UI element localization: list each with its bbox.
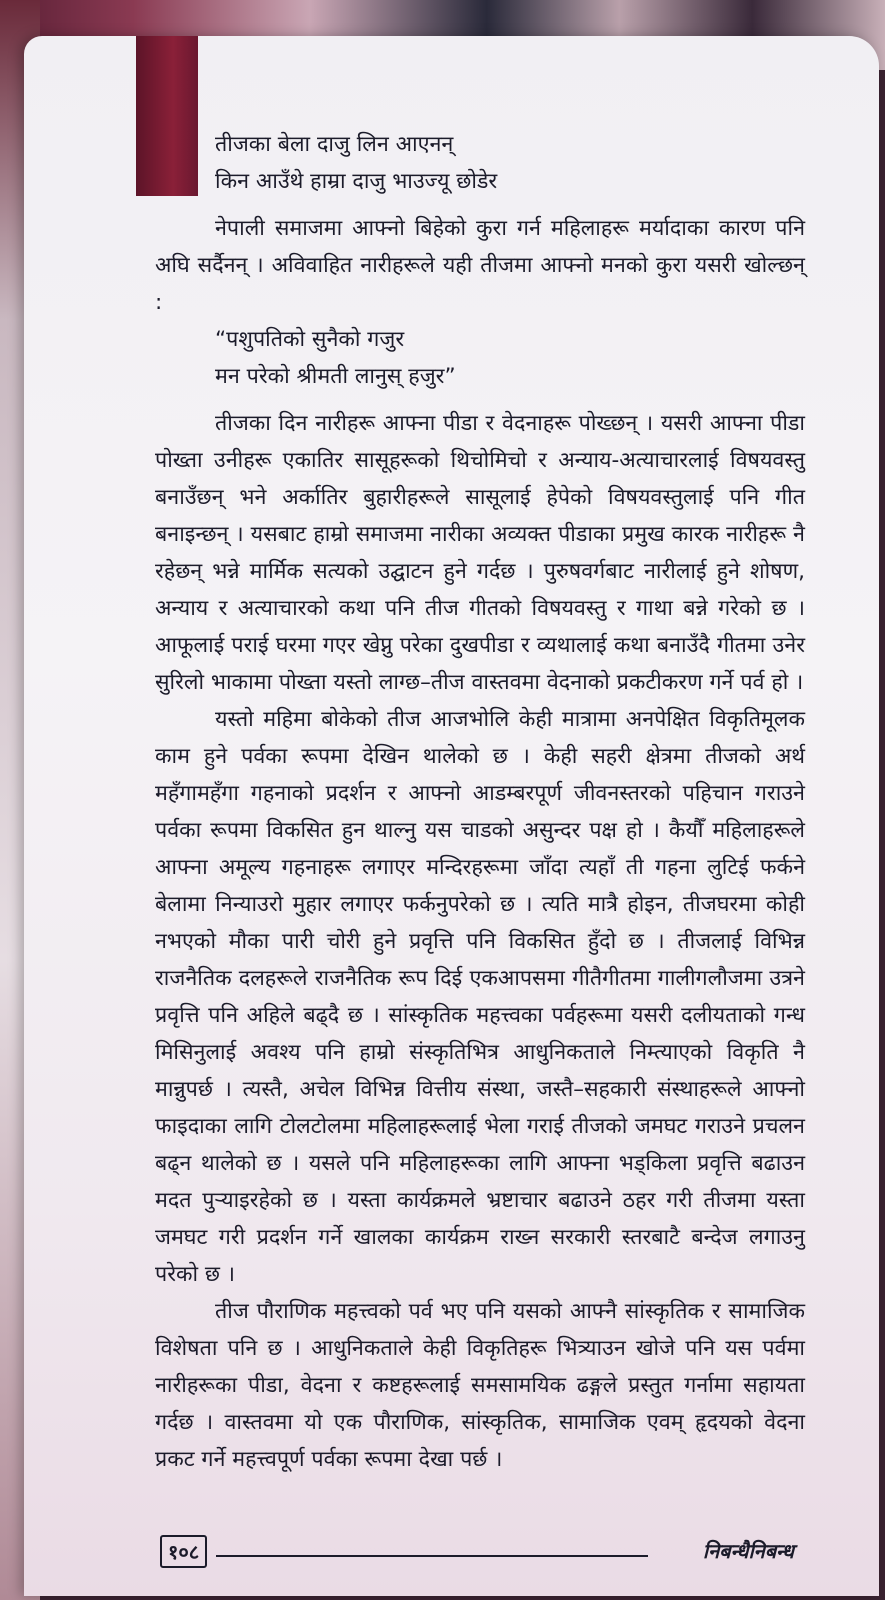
page-body (155, 126, 805, 1478)
verse-block-1 (155, 126, 805, 200)
paragraph-2: तीजका दिन नारीहरू आफ्ना पीडा र वेदनाहरू पोख्छन् । यसरी आफ्ना पीडा पोख्ता उनीहरू एकातिर सासूहरूको थिचोमिचो र अन्याय-अत्याचारलाई विषयवस्तु बनाउँछन् भने अर्कातिर बुहारीहरूले सासूलाई हेपेको विषयवस्तुलाई पनि गीत बनाइन्छन् । यसबाट हाम्रो समाजमा नारीका अव्यक्त पीडाका प्रमुख कारक नारीहरू नै रहेछन् भन्ने मार्मिक सत्यको उद्घाटन हुने गर्दछ । पुरुषवर्गबाट नारीलाई हुने शोषण, अन्याय र अत्याचारको कथा पनि तीज गीतको विषयवस्तु र गाथा बन्ने गरेको छ । आफूलाई पराई घरमा गएर खेप्नु परेका दुखपीडा र व्यथालाई कथा बनाउँदै गीतमा उनेर सुरिलो भाकामा पोख्ता यस्तो लाग्छ–तीज वास्तवमा वेदनाको प्रकटीकरण गर्ने पर्व हो । (155, 411, 805, 695)
verse-line: किन आउँथे हाम्रा दाजु भाउज्यू छोडेर (215, 169, 498, 194)
verse-block-2 (155, 321, 805, 395)
footer-divider (216, 1555, 648, 1557)
paragraph-3: यस्तो महिमा बोकेको तीज आजभोलि केही मात्रामा अनपेक्षित विकृतिमूलक काम हुने पर्वका रूपमा देखिन थालेको छ । केही सहरी क्षेत्रमा तीजको अर्थ महँगामहँगा गहनाको प्रदर्शन र आफ्नो आडम्बरपूर्ण जीवनस्तरको पहिचान गराउने पर्वका रूपमा विकसित हुन थाल्नु यस चाडको असुन्दर पक्ष हो । कैयौँ महिलाहरूले आफ्ना अमूल्य गहनाहरू लगाएर मन्दिरहरूमा जाँदा त्यहाँ ती गहना लुटिई फर्कने बेलामा निन्याउरो मुहार लगाएर फर्कनुपरेको छ । त्यति मात्रै होइन, तीजघरमा कोही नभएको मौका पारी चोरी हुने प्रवृत्ति पनि विकसित हुँदो छ । तीजलाई विभिन्न राजनैतिक दलहरूले राजनैतिक रूप दिई एकआपसमा गीतैगीतमा गालीगलौजमा उत्रने प्रवृत्ति पनि अहिले बढ्दै छ । सांस्कृतिक महत्त्वका पर्वहरूमा यसरी दलीयताको गन्ध मिसिनुलाई अवश्य पनि हाम्रो संस्कृतिभित्र आधुनिकताले निम्त्याएको विकृति नै मान्नुपर्छ । त्यस्तै, अचेल विभिन्न वित्तीय संस्था, जस्तै–सहकारी संस्थाहरूले आफ्नो फाइदाका लागि टोलटोलमा महिलाहरूलाई भेला गराई तीजको जमघट गराउने प्रचलन बढ्न थालेको छ । यसले पनि महिलाहरूका लागि आफ्ना भड्किला प्रवृत्ति बढाउन मदत पुऱ्याइरहेको छ । यस्ता कार्यक्रमले भ्रष्टाचार बढाउने ठहर गरी तीजमा यस्ता जमघट गरी प्रदर्शन गर्ने खालका कार्यक्रम राख्न सरकारी स्तरबाटै बन्देज लगाउनु परेको छ । (155, 707, 805, 1287)
book-title: निबन्धैनिबन्ध (702, 1539, 794, 1563)
page-footer (160, 1535, 800, 1575)
page-number: १०८ (160, 1535, 207, 1568)
verse-line: “पशुपतिको सुनैको गजुर (215, 327, 405, 352)
verse-line: तीजका बेला दाजु लिन आएनन् (215, 132, 454, 157)
paragraph-4: तीज पौराणिक महत्त्वको पर्व भए पनि यसको आफ्नै सांस्कृतिक र सामाजिक विशेषता पनि छ । आधुनिकताले केही विकृतिहरू भित्र्याउन खोजे पनि यस पर्वमा नारीहरूका पीडा, वेदना र कष्टहरूलाई समसामयिक ढङ्गले प्रस्तुत गर्नामा सहायता गर्दछ । वास्तवमा यो एक पौराणिक, सांस्कृतिक, सामाजिक एवम् हृदयको वेदना प्रकट गर्ने महत्त्वपूर्ण पर्वका रूपमा देखा पर्छ । (155, 1299, 805, 1472)
paragraph-1: नेपाली समाजमा आफ्नो बिहेको कुरा गर्न महिलाहरू मर्यादाका कारण पनि अघि सर्दैनन् । अविवाहित नारीहरूले यही तीजमा आफ्नो मनको कुरा यसरी खोल्छन् : (155, 216, 805, 315)
verse-line: मन परेको श्रीमती लानुस् हजुर” (215, 364, 456, 389)
